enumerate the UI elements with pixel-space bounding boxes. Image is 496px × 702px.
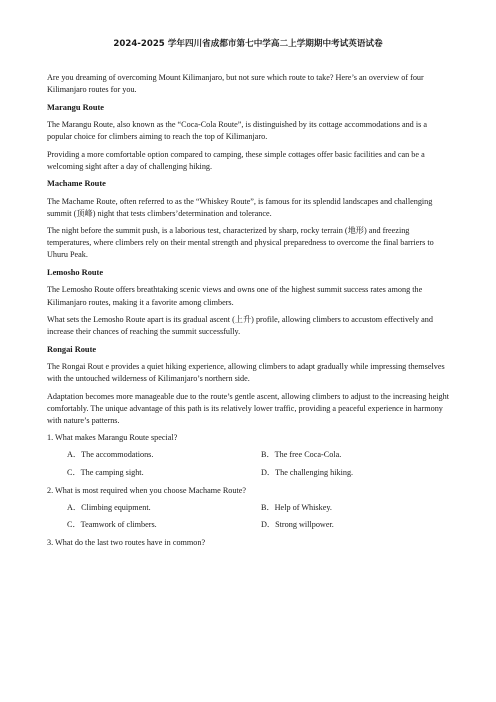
paragraph: What sets the Lemosho Route apart is its gradual ascent (上升) profile, allowing climbers to accustom effectively and increase their chances of reaching the summit successfully. [47, 315, 433, 337]
question-1: 1. What makes Marangu Route special? [47, 433, 178, 443]
option-d: D．Strong willpower. [261, 520, 334, 530]
option-d: D．The challenging hiking. [261, 467, 354, 477]
section-heading-machame: Machame Route [47, 179, 106, 189]
section-heading-lemosho: Lemosho Route [47, 267, 104, 277]
question-2-options [67, 502, 452, 531]
option-b: B．Help of Whiskey. [261, 502, 332, 512]
question-3: 3. What do the last two routes have in common? [47, 538, 206, 548]
option-b: B．The free Coca-Cola. [261, 450, 342, 460]
paragraph: The Marangu Route, also known as the “Coca-Cola Route”, is distinguished by its cottage accommodations and is a popular choice for climbers aiming to reach the top of Kilimanjaro. [47, 120, 427, 142]
intro-paragraph: Are you dreaming of overcoming Mount Kilimanjaro, but not sure which route to take? Here’s an overview of four Kilimanjaro routes for you. [47, 73, 424, 95]
paragraph: Providing a more comfortable option compared to camping, these simple cottages offer basic facilities and can be a welcoming sight after a day of challenging hiking. [47, 149, 425, 171]
section-heading-rongai: Rongai Route [47, 344, 97, 354]
passage-body [47, 72, 452, 554]
paragraph: The Lemosho Route offers breathtaking scenic views and owns one of the highest summit success rates among the Kilimanjaro routes, making it a favorite among climbers. [47, 285, 423, 307]
paragraph: The night before the summit push, is a laborious test, characterized by sharp, rocky terrain (地形) and freezing temperatures, where climbers rely on their mental strength and physical preparedness to overcome the final barriers to Uhuru Peak. [47, 226, 434, 260]
question-2: 2. What is most required when you choose Machame Route? [47, 485, 247, 495]
option-a: A．Climbing equipment. [67, 502, 151, 512]
paragraph: The Rongai Rout e provides a quiet hiking experience, allowing climbers to adapt gradually while impressing themselves with the untouched wilderness of Kilimanjaro’s northern side. [47, 362, 445, 384]
exam-title: 2024-2025 学年四川省成都市第七中学高二上学期期中考试英语试卷 [113, 39, 383, 49]
section-heading-marangu: Marangu Route [47, 102, 104, 112]
paragraph: The Machame Route, often referred to as the “Whiskey Route”, is famous for its splendid landscapes and challenging summit (顶峰) night that tests climbers’determination and tolerance. [47, 196, 433, 218]
option-a: A．The accommodations. [67, 450, 154, 460]
option-c: C．Teamwork of climbers. [67, 520, 157, 530]
option-c: C．The camping sight. [67, 467, 144, 477]
paragraph: Adaptation becomes more manageable due to the route’s gentle ascent, allowing climbers to adjust to the increasing height comfortably. The unique advantage of this path is its relatively lower traffic, providing a peaceful experience in harmony with nature’s patterns. [47, 391, 449, 425]
question-1-options [67, 449, 452, 478]
